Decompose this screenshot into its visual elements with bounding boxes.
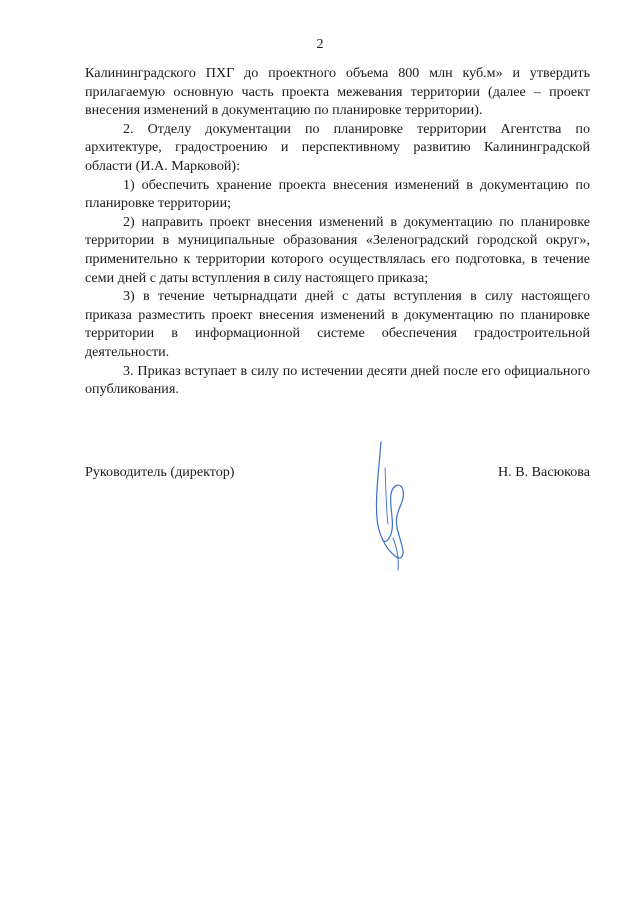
- document-body: [85, 64, 590, 399]
- signatory-name: Н. В. Васюкова: [497, 464, 590, 480]
- handwritten-signature: [355, 438, 425, 573]
- paragraph-subitem-1: 1) обеспечить хранение проекта внесения изменений в документацию по планировке территории;: [85, 176, 590, 212]
- signature-block: [85, 464, 590, 484]
- paragraph-subitem-2: 2) направить проект внесения изменений в документацию по планировке территории в муниципальные образования «Зеленоградский городской округ», применительно к территории которого осуществлялась его подготовка, в течение семи дней с даты вступления в силу настоящего приказа;: [85, 213, 590, 286]
- page-number: 2: [316, 37, 324, 52]
- paragraph-continuation: Калининградского ПХГ до проектного объема 800 млн куб.м» и утвердить прилагаемую основную часть проекта межевания территории (далее – проект внесения изменений в документацию по планировке территории).: [85, 65, 590, 119]
- paragraph-item-2: 2. Отделу документации по планировке территории Агентства по архитектуре, градостроению и перспективному развитию Калининградской области (И.А. Марковой):: [85, 120, 590, 174]
- signatory-title: Руководитель (директор): [85, 464, 235, 480]
- paragraph-subitem-3: 3) в течение четырнадцати дней с даты вступления в силу настоящего приказа разместить проект внесения изменений в документацию по планировке территории в информационной системе обеспечения градостроительной деятельности.: [85, 288, 590, 360]
- paragraph-item-3: 3. Приказ вступает в силу по истечении десяти дней после его официального опубликования.: [85, 362, 590, 398]
